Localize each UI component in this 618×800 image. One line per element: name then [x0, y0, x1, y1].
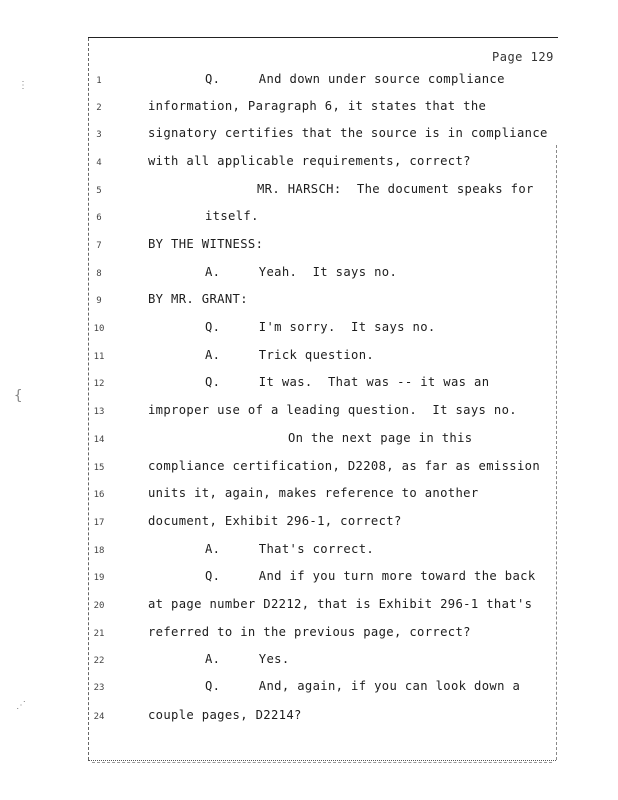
bottom-rule	[88, 760, 556, 761]
transcript-line	[0, 237, 618, 257]
line-text: Q. It was. That was -- it was an	[205, 375, 490, 389]
line-number: 21	[93, 629, 105, 639]
transcript-line	[0, 209, 618, 229]
transcript-line	[0, 569, 618, 589]
line-text: On the next page in this	[288, 431, 473, 445]
transcript-line	[0, 99, 618, 119]
line-text: A. Trick question.	[205, 348, 375, 362]
line-text: BY MR. GRANT:	[148, 292, 248, 306]
line-number: 12	[93, 379, 105, 389]
transcript-line	[0, 403, 618, 423]
line-number: 20	[93, 601, 105, 611]
line-text: Q. And, again, if you can look down a	[205, 679, 521, 693]
line-number: 5	[96, 186, 102, 196]
line-text: A. That's correct.	[205, 542, 375, 556]
page-number: Page 129	[492, 50, 554, 64]
transcript-line	[0, 182, 618, 202]
transcript-line	[0, 514, 618, 534]
transcript-line	[0, 652, 618, 672]
line-number: 23	[93, 683, 105, 693]
scan-mark: ⋰	[16, 700, 26, 711]
footer-rule	[92, 762, 552, 767]
line-text: referred to in the previous page, correct?	[148, 625, 471, 639]
line-number: 13	[93, 407, 105, 417]
line-text: information, Paragraph 6, it states that the	[148, 99, 487, 113]
line-number: 19	[93, 573, 105, 583]
line-number: 6	[96, 213, 102, 223]
transcript-line	[0, 708, 618, 728]
line-number: 9	[96, 296, 102, 306]
line-number: 17	[93, 518, 105, 528]
transcript-line	[0, 320, 618, 340]
transcript-line	[0, 72, 618, 92]
line-number: 24	[93, 712, 105, 722]
scan-mark: ⋮	[18, 80, 28, 91]
line-number: 4	[96, 158, 102, 168]
scan-mark: {	[14, 388, 23, 404]
line-number: 10	[93, 324, 105, 334]
line-number: 18	[93, 546, 105, 556]
transcript-line	[0, 154, 618, 174]
line-text: units it, again, makes reference to another	[148, 486, 479, 500]
line-text: itself.	[205, 209, 259, 223]
transcript-line	[0, 459, 618, 479]
line-number: 3	[96, 130, 102, 140]
line-text: improper use of a leading question. It says no.	[148, 403, 517, 417]
line-text: A. Yes.	[205, 652, 290, 666]
line-number: 11	[93, 352, 105, 362]
line-number: 15	[93, 463, 105, 473]
line-number: 22	[93, 656, 105, 666]
transcript-line	[0, 431, 618, 451]
transcript-line	[0, 625, 618, 645]
line-text: compliance certification, D2208, as far as emission	[148, 459, 541, 473]
line-text: at page number D2212, that is Exhibit 296-1 that's	[148, 597, 533, 611]
transcript-line	[0, 292, 618, 312]
line-text: signatory certifies that the source is in compliance	[148, 126, 548, 140]
line-text: MR. HARSCH: The document speaks for	[257, 182, 534, 196]
line-number: 8	[96, 269, 102, 279]
transcript-line	[0, 126, 618, 146]
line-text: with all applicable requirements, correct?	[148, 154, 471, 168]
transcript-line	[0, 542, 618, 562]
line-number: 2	[96, 103, 102, 113]
line-text: Q. And down under source compliance	[205, 72, 505, 86]
line-number: 14	[93, 435, 105, 445]
line-text: document, Exhibit 296-1, correct?	[148, 514, 402, 528]
top-rule	[88, 37, 558, 38]
transcript-line	[0, 679, 618, 699]
transcript-line	[0, 348, 618, 368]
line-text: A. Yeah. It says no.	[205, 265, 398, 279]
line-number: 7	[96, 241, 102, 251]
transcript-line	[0, 486, 618, 506]
line-text: Q. And if you turn more toward the back	[205, 569, 536, 583]
transcript-line	[0, 597, 618, 617]
transcript-line	[0, 265, 618, 285]
line-number: 1	[96, 76, 102, 86]
line-text: couple pages, D2214?	[148, 708, 302, 722]
line-text: BY THE WITNESS:	[148, 237, 264, 251]
line-number: 16	[93, 490, 105, 500]
line-text: Q. I'm sorry. It says no.	[205, 320, 436, 334]
transcript-line	[0, 375, 618, 395]
